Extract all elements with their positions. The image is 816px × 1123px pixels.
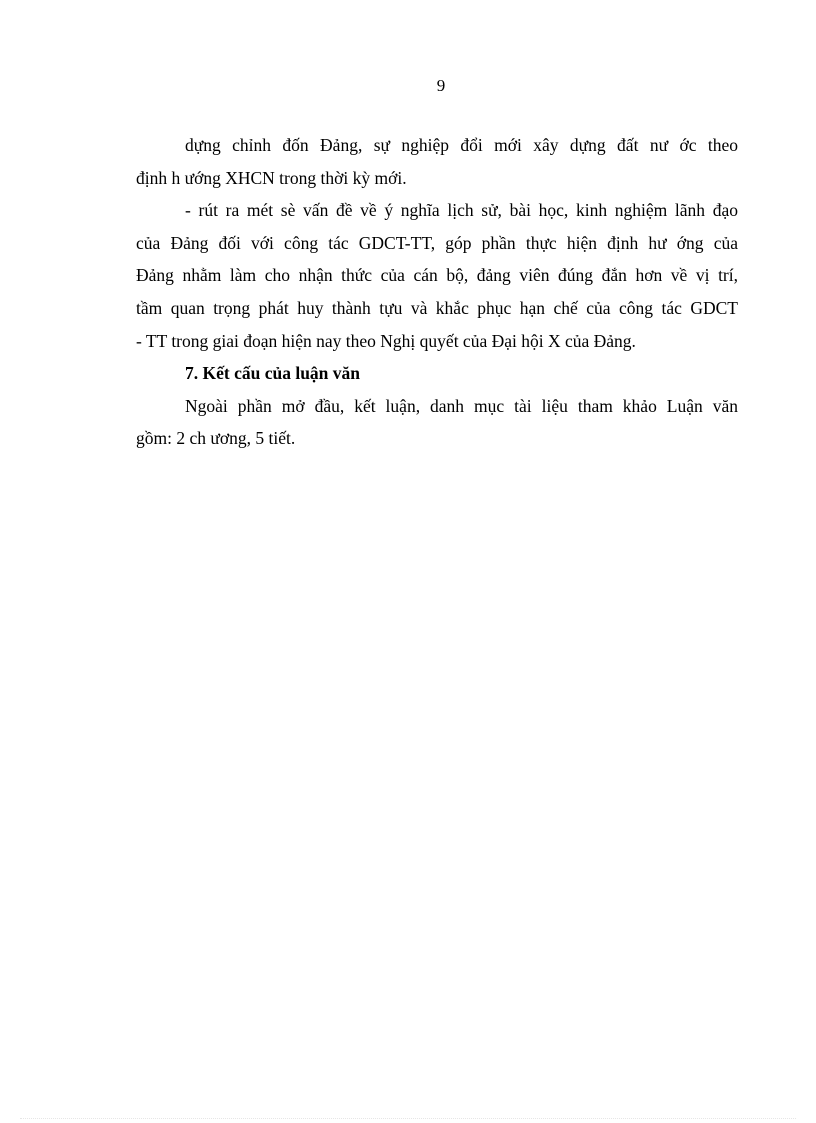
paragraph-2-line-5: - TT trong giai đoạn hiện nay theo Nghị quyết của Đại hội X của Đảng. [136,330,636,351]
paragraph-2-line-4: tầm quan trọng phát huy thành tựu và khắc phục hạn chế của công tác GDCT [136,297,738,318]
paragraph-2-line-3: Đảng nhằm làm cho nhận thức của cán bộ, đảng viên đúng đắn hơn về vị trí, [136,265,738,286]
paragraph-2-line-2: của Đảng đối với công tác GDCT-TT, góp phần thực hiện định hư ớng của [136,232,738,253]
paragraph-3-line-1: Ngoài phần mở đầu, kết luận, danh mục tài liệu tham khảo Luận văn [185,395,738,416]
document-body [136,129,738,455]
section-heading: 7. Kết cấu của luận văn [185,363,361,384]
paragraph-1-line-2: định h ướng XHCN trong thời kỳ mới. [136,167,407,188]
paragraph-1-line-1: dựng chỉnh đốn Đảng, sự nghiệp đổi mới xây dựng đất nư ớc theo [185,135,738,155]
page-number: 9 [436,76,446,95]
paragraph-3-line-2: gồm: 2 ch ương, 5 tiết. [136,428,296,449]
paragraph-2-line-1: - rút ra mét sè vấn đề về ý nghĩa lịch sử, bài học, kinh nghiệm lãnh đạo [185,200,738,221]
page-bottom-divider [20,1118,796,1119]
